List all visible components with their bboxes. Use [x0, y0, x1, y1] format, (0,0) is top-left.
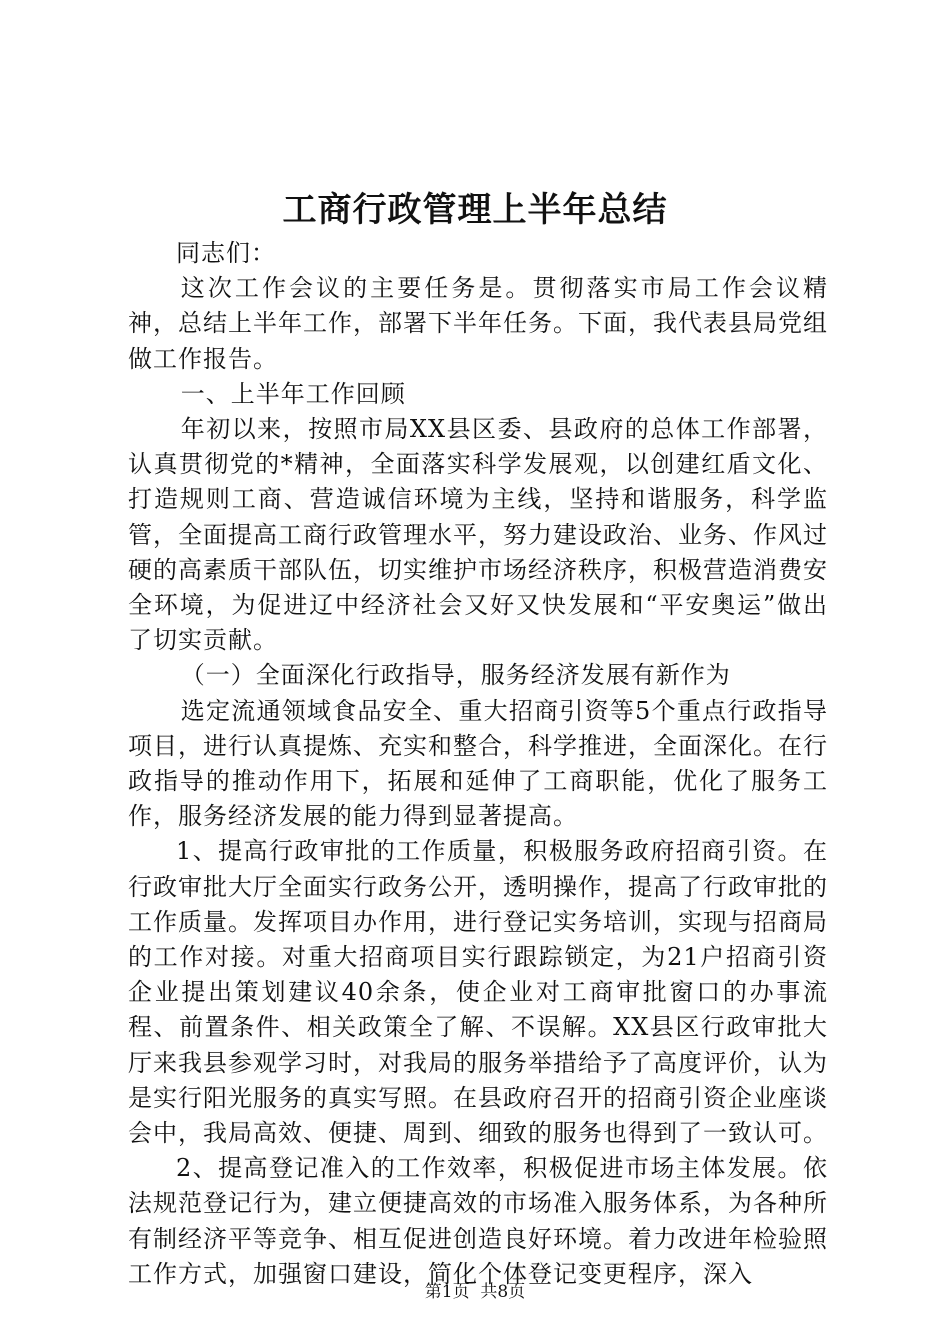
guidance-paragraph: 选定流通领域食品安全、重大招商引资等5个重点行政指导项目，进行认真提炼、充实和整合，科学推进，全面深化。在行政指导的推动作用下，拓展和延伸了工商职能，优化了服务工作，服务经济发展的能力得到显著提高。 — [128, 696, 828, 831]
item-2-paragraph: 2、提高登记准入的工作效率，积极促进市场主体发展。依法规范登记行为，建立便捷高效的市场准入服务体系，为各种所有制经济平等竞争、相互促进创造良好环境。着力改进年检验照工作方式，加强窗口建设，简化个体登记变更程序，深入 — [128, 1154, 828, 1288]
salutation-paragraph: 同志们： — [176, 239, 276, 267]
review-paragraph: 年初以来，按照市局XX县区委、县政府的总体工作部署，认真贯彻党的*精神，全面落实科学发展观，以创建红盾文化、打造规则工商、营造诚信环境为主线，坚持和谐服务，科学监管，全面提高工商行政管理水平，努力建设政治、业务、作风过硬的高素质干部队伍，切实维护市场经济秩序，积极营造消费安全环境，为促进辽中经济社会又好又快发展和“平安奥运”做出了切实贡献。 — [128, 415, 828, 655]
document-title: 工商行政管理上半年总结 — [282, 190, 668, 230]
intro-paragraph: 这次工作会议的主要任务是。贯彻落实市局工作会议精神，总结上半年工作，部署下半年任务。下面，我代表县局党组做工作报告。 — [128, 274, 828, 373]
page-footer: 第1页 共8页 — [424, 1282, 526, 1302]
section-heading: 一、上半年工作回顾 — [180, 379, 406, 408]
document-body — [128, 236, 828, 1292]
item-1-paragraph: 1、提高行政审批的工作质量，积极服务政府招商引资。在行政审批大厅全面实行政务公开，透明操作，提高了行政审批的工作质量。发挥项目办作用，进行登记实务培训，实现与招商局的工作对接。对重大招商项目实行跟踪锁定，为21户招商引资企业提出策划建议40余条，使企业对工商审批窗口的办事流程、前置条件、相关政策全了解、不误解。XX县区行政审批大厅来我县参观学习时，对我局的服务举措给予了高度评价，认为是实行阳光服务的真实写照。在县政府召开的招商引资企业座谈会中，我局高效、便捷、周到、细致的服务也得到了一致认可。 — [128, 837, 828, 1148]
subsection-heading: （一）全面深化行政指导，服务经济发展有新作为 — [180, 661, 731, 690]
